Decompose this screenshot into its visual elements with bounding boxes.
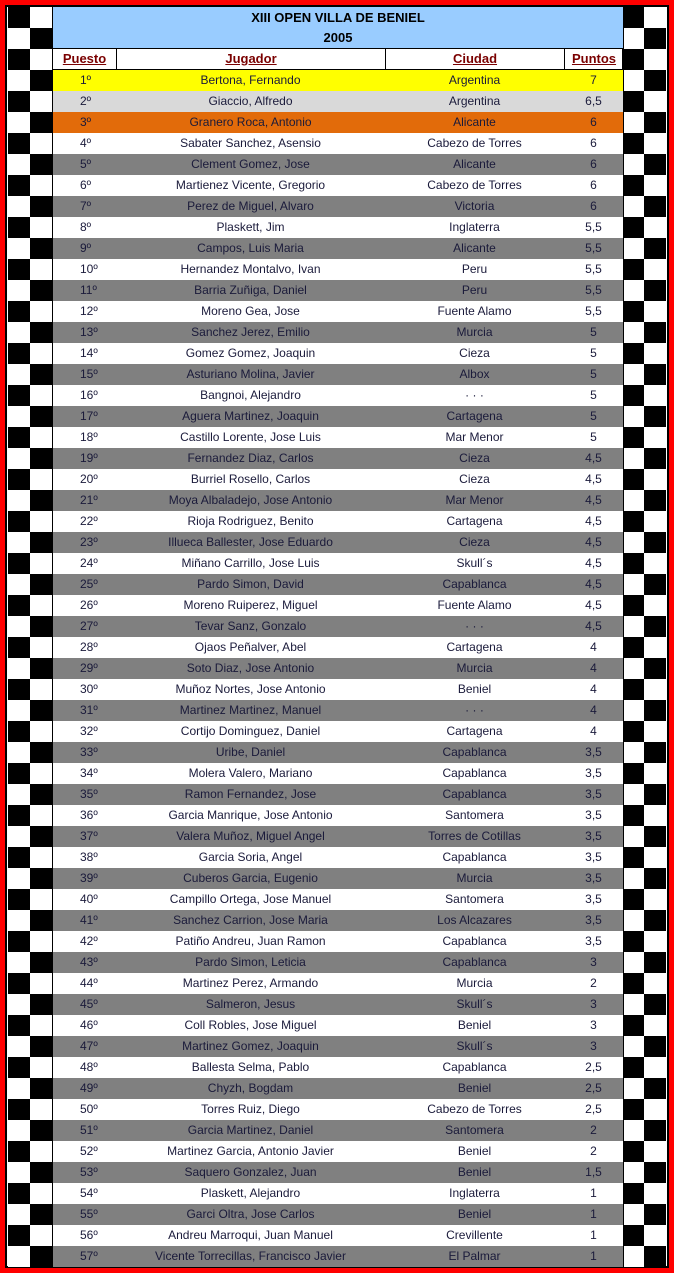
- table-row: [53, 448, 623, 469]
- row-city: Argentina: [448, 94, 501, 108]
- row-points: 5,5: [585, 241, 602, 255]
- row-player: Moya Albaladejo, Jose Antonio: [168, 493, 333, 507]
- row-player: Martinez Gomez, Joaquin: [182, 1039, 319, 1053]
- row-position: 1º: [80, 73, 92, 87]
- row-points: 3: [590, 997, 597, 1011]
- table-row: [53, 952, 623, 973]
- row-position: 48º: [80, 1060, 98, 1074]
- row-player: Moreno Gea, Jose: [201, 304, 300, 318]
- table-row: [53, 637, 623, 658]
- table-row: [53, 301, 623, 322]
- table-row: [53, 931, 623, 952]
- row-points: 5: [590, 325, 597, 339]
- checkerboard-left: [8, 7, 52, 1267]
- row-city: Los Alcazares: [437, 913, 512, 927]
- row-city: Cieza: [459, 451, 490, 465]
- row-player: Giaccio, Alfredo: [208, 94, 293, 108]
- row-city: Alicante: [453, 157, 496, 171]
- row-points: 2: [590, 1144, 597, 1158]
- row-position: 21º: [80, 493, 98, 507]
- row-city: Murcia: [456, 871, 493, 885]
- row-city: Capablanca: [442, 1060, 507, 1074]
- row-points: 3: [590, 955, 597, 969]
- row-points: 6: [590, 115, 597, 129]
- row-player: Ramon Fernandez, Jose: [184, 787, 317, 801]
- header-puesto: Puesto: [62, 51, 107, 66]
- row-player: Andreu Marroqui, Juan Manuel: [168, 1228, 333, 1242]
- row-city: Torres de Cotillas: [428, 829, 521, 843]
- row-position: 30º: [80, 682, 98, 696]
- row-city: Cabezo de Torres: [427, 178, 522, 192]
- row-points: 4,5: [585, 598, 602, 612]
- row-player: Vicente Torrecillas, Francisco Javier: [155, 1249, 346, 1263]
- row-position: 12º: [80, 304, 98, 318]
- row-player: Plaskett, Jim: [216, 220, 285, 234]
- row-player: Pardo Simon, Leticia: [195, 955, 306, 969]
- row-points: 5,5: [585, 304, 602, 318]
- row-city: · · ·: [465, 388, 484, 402]
- row-city: Cieza: [459, 472, 490, 486]
- table-row: [53, 238, 623, 259]
- table-row: [53, 112, 623, 133]
- row-points: 3: [590, 1018, 597, 1032]
- row-city: Cabezo de Torres: [427, 136, 522, 150]
- table-row: [53, 553, 623, 574]
- row-position: 25º: [80, 577, 98, 591]
- row-points: 4: [590, 682, 597, 696]
- row-city: Cartagena: [446, 640, 503, 654]
- row-player: Salmeron, Jesus: [205, 997, 296, 1011]
- row-player: Sanchez Jerez, Emilio: [191, 325, 310, 339]
- row-points: 4,5: [585, 472, 602, 486]
- row-player: Uribe, Daniel: [215, 745, 286, 759]
- row-city: Santomera: [445, 892, 504, 906]
- row-position: 31º: [80, 703, 98, 717]
- row-position: 57º: [80, 1249, 98, 1263]
- row-player: Moreno Ruiperez, Miguel: [183, 598, 318, 612]
- row-points: 3,5: [585, 892, 602, 906]
- row-city: Capablanca: [442, 766, 507, 780]
- row-points: 2: [590, 1123, 597, 1137]
- row-position: 18º: [80, 430, 98, 444]
- table-row: [53, 427, 623, 448]
- row-position: 38º: [80, 850, 98, 864]
- row-position: 6º: [80, 178, 92, 192]
- row-city: Beniel: [457, 1018, 492, 1032]
- row-city: Mar Menor: [445, 430, 504, 444]
- row-city: Peru: [461, 262, 488, 276]
- row-points: 2,5: [585, 1081, 602, 1095]
- row-position: 50º: [80, 1102, 98, 1116]
- row-city: Fuente Alamo: [437, 598, 512, 612]
- row-position: 56º: [80, 1228, 98, 1242]
- row-points: 1,5: [585, 1165, 602, 1179]
- table-row: [53, 595, 623, 616]
- row-position: 13º: [80, 325, 98, 339]
- row-position: 15º: [80, 367, 98, 381]
- row-position: 33º: [80, 745, 98, 759]
- row-player: Castillo Lorente, Jose Luis: [180, 430, 321, 444]
- row-player: Martinez Perez, Armando: [182, 976, 319, 990]
- table-row: [53, 343, 623, 364]
- table-row: [53, 721, 623, 742]
- row-player: Plaskett, Alejandro: [200, 1186, 301, 1200]
- row-position: 20º: [80, 472, 98, 486]
- row-position: 16º: [80, 388, 98, 402]
- row-city: Cartagena: [446, 514, 503, 528]
- table-row: [53, 364, 623, 385]
- row-position: 35º: [80, 787, 98, 801]
- table-row: [53, 973, 623, 994]
- row-city: · · ·: [465, 619, 484, 633]
- table-row: [53, 70, 623, 91]
- row-position: 52º: [80, 1144, 98, 1158]
- row-points: 4,5: [585, 514, 602, 528]
- row-position: 37º: [80, 829, 98, 843]
- row-city: Murcia: [456, 661, 493, 675]
- row-city: Peru: [461, 283, 488, 297]
- row-player: Soto Diaz, Jose Antonio: [186, 661, 315, 675]
- row-city: · · ·: [465, 703, 484, 717]
- row-player: Campos, Luis Maria: [197, 241, 304, 255]
- table-row: [53, 784, 623, 805]
- row-player: Ojaos Peñalver, Abel: [194, 640, 307, 654]
- row-player: Cortijo Dominguez, Daniel: [180, 724, 321, 738]
- row-points: 7: [590, 73, 597, 87]
- row-city: Santomera: [445, 808, 504, 822]
- row-points: 1: [590, 1228, 597, 1242]
- row-player: Gomez Gomez, Joaquin: [185, 346, 316, 360]
- row-points: 3,5: [585, 850, 602, 864]
- row-points: 6: [590, 199, 597, 213]
- table-header: [53, 49, 623, 70]
- table-row: [53, 616, 623, 637]
- row-city: Cabezo de Torres: [427, 1102, 522, 1116]
- row-player: Illueca Ballester, Jose Eduardo: [168, 535, 333, 549]
- table-row: [53, 847, 623, 868]
- row-player: Sanchez Carrion, Jose Maria: [173, 913, 328, 927]
- table-row: [53, 175, 623, 196]
- row-player: Campillo Ortega, Jose Manuel: [169, 892, 332, 906]
- table-row: [53, 91, 623, 112]
- table-row: [53, 868, 623, 889]
- table-row: [53, 805, 623, 826]
- row-city: Alicante: [453, 115, 496, 129]
- row-points: 4,5: [585, 577, 602, 591]
- row-points: 2,5: [585, 1102, 602, 1116]
- row-points: 4: [590, 703, 597, 717]
- row-city: Capablanca: [442, 787, 507, 801]
- table-row: [53, 889, 623, 910]
- table-row: [53, 1099, 623, 1120]
- row-points: 4: [590, 661, 597, 675]
- table-row: [53, 1204, 623, 1225]
- row-points: 3,5: [585, 808, 602, 822]
- row-city: Beniel: [457, 1165, 492, 1179]
- table-row: [53, 217, 623, 238]
- row-position: 51º: [80, 1123, 98, 1137]
- row-position: 11º: [80, 283, 97, 297]
- row-player: Cuberos Garcia, Eugenio: [183, 871, 318, 885]
- row-points: 4,5: [585, 556, 602, 570]
- row-position: 10º: [80, 262, 98, 276]
- row-city: Mar Menor: [445, 493, 504, 507]
- row-position: 4º: [80, 136, 92, 150]
- row-position: 26º: [80, 598, 98, 612]
- row-player: Bangnoi, Alejandro: [200, 388, 301, 402]
- row-player: Saquero Gonzalez, Juan: [184, 1165, 317, 1179]
- table-row: [53, 700, 623, 721]
- table-row: [53, 1225, 623, 1246]
- row-player: Sabater Sanchez, Asensio: [180, 136, 321, 150]
- row-player: Ballesta Selma, Pablo: [191, 1060, 310, 1074]
- table-row: [53, 133, 623, 154]
- table-row: [53, 1057, 623, 1078]
- row-player: Garci Oltra, Jose Carlos: [186, 1207, 315, 1221]
- row-city: Beniel: [457, 1144, 492, 1158]
- row-city: Inglaterra: [449, 220, 500, 234]
- row-position: 45º: [80, 997, 98, 1011]
- row-player: Valera Muñoz, Miguel Angel: [176, 829, 325, 843]
- row-position: 17º: [80, 409, 98, 423]
- table-row: [53, 826, 623, 847]
- table-row: [53, 196, 623, 217]
- row-player: Patiño Andreu, Juan Ramon: [175, 934, 326, 948]
- row-points: 3,5: [585, 913, 602, 927]
- table-row: [53, 658, 623, 679]
- row-points: 5: [590, 430, 597, 444]
- checkerboard-right: [622, 7, 666, 1267]
- row-points: 3,5: [585, 934, 602, 948]
- row-player: Asturiano Molina, Javier: [186, 367, 315, 381]
- row-position: 43º: [80, 955, 98, 969]
- table-row: [53, 1246, 623, 1267]
- row-player: Garcia Soria, Angel: [198, 850, 303, 864]
- row-city: Capablanca: [442, 850, 507, 864]
- row-points: 4,5: [585, 535, 602, 549]
- table-row: [53, 679, 623, 700]
- row-points: 4: [590, 640, 597, 654]
- row-city: Argentina: [448, 73, 501, 87]
- row-city: Murcia: [456, 976, 493, 990]
- table-row: [53, 511, 623, 532]
- row-city: Skull´s: [456, 997, 493, 1011]
- row-player: Granero Roca, Antonio: [189, 115, 312, 129]
- row-city: Beniel: [457, 1081, 492, 1095]
- row-player: Martienez Vicente, Gregorio: [175, 178, 326, 192]
- row-player: Tevar Sanz, Gonzalo: [194, 619, 307, 633]
- row-city: Santomera: [445, 1123, 504, 1137]
- row-position: 9º: [80, 241, 92, 255]
- table-row: [53, 910, 623, 931]
- row-city: El Palmar: [448, 1249, 501, 1263]
- row-position: 29º: [80, 661, 98, 675]
- row-points: 5,5: [585, 283, 602, 297]
- row-points: 5: [590, 388, 597, 402]
- row-points: 1: [590, 1186, 597, 1200]
- table-row: [53, 280, 623, 301]
- table-row: [53, 574, 623, 595]
- row-player: Miñano Carrillo, Jose Luis: [181, 556, 320, 570]
- row-city: Capablanca: [442, 955, 507, 969]
- row-position: 44º: [80, 976, 98, 990]
- header-ciudad: Ciudad: [385, 49, 564, 69]
- row-player: Muñoz Nortes, Jose Antonio: [175, 682, 326, 696]
- row-points: 5: [590, 367, 597, 381]
- row-player: Barria Zuñiga, Daniel: [194, 283, 307, 297]
- table-row: [53, 322, 623, 343]
- row-points: 3,5: [585, 766, 602, 780]
- row-points: 1: [590, 1249, 597, 1263]
- row-player: Coll Robles, Jose Miguel: [184, 1018, 317, 1032]
- row-position: 7º: [80, 199, 92, 213]
- row-points: 5: [590, 409, 597, 423]
- row-city: Alicante: [453, 241, 496, 255]
- row-points: 4: [590, 724, 597, 738]
- table-row: [53, 406, 623, 427]
- row-player: Torres Ruiz, Diego: [201, 1102, 300, 1116]
- row-city: Cartagena: [446, 409, 503, 423]
- row-position: 14º: [80, 346, 98, 360]
- row-position: 53º: [80, 1165, 98, 1179]
- table-row: [53, 385, 623, 406]
- row-player: Garcia Manrique, Jose Antonio: [168, 808, 333, 822]
- row-city: Cartagena: [446, 724, 503, 738]
- title-block: [53, 7, 623, 49]
- row-points: 3,5: [585, 787, 602, 801]
- row-position: 2º: [80, 94, 92, 108]
- row-points: 6,5: [585, 94, 602, 108]
- row-player: Martinez Garcia, Antonio Javier: [167, 1144, 334, 1158]
- row-player: Perez de Miguel, Alvaro: [187, 199, 314, 213]
- row-player: Garcia Martinez, Daniel: [187, 1123, 314, 1137]
- row-points: 4,5: [585, 451, 602, 465]
- table-row: [53, 1141, 623, 1162]
- row-points: 6: [590, 136, 597, 150]
- row-city: Skull´s: [456, 556, 493, 570]
- row-city: Albox: [459, 367, 490, 381]
- row-points: 3,5: [585, 829, 602, 843]
- row-city: Beniel: [457, 1207, 492, 1221]
- row-player: Chyzh, Bogdam: [207, 1081, 294, 1095]
- row-points: 6: [590, 178, 597, 192]
- row-position: 39º: [80, 871, 98, 885]
- header-puntos: Puntos: [564, 49, 623, 69]
- table-row: [53, 994, 623, 1015]
- row-city: Skull´s: [456, 1039, 493, 1053]
- row-position: 24º: [80, 556, 98, 570]
- row-points: 5,5: [585, 220, 602, 234]
- row-points: 2,5: [585, 1060, 602, 1074]
- row-position: 22º: [80, 514, 98, 528]
- row-city: Murcia: [456, 325, 493, 339]
- row-position: 40º: [80, 892, 98, 906]
- table-row: [53, 490, 623, 511]
- row-position: 19º: [80, 451, 98, 465]
- row-position: 5º: [80, 157, 92, 171]
- tournament-title: XIII OPEN VILLA DE BENIEL: [251, 10, 425, 25]
- tournament-year: 2005: [323, 30, 353, 45]
- row-position: 28º: [80, 640, 98, 654]
- row-city: Crevillente: [446, 1228, 503, 1242]
- table-row: [53, 1078, 623, 1099]
- row-player: Burriel Rosello, Carlos: [190, 472, 311, 486]
- table-row: [53, 1036, 623, 1057]
- row-city: Cieza: [459, 535, 490, 549]
- row-points: 5,5: [585, 262, 602, 276]
- row-points: 4,5: [585, 619, 602, 633]
- row-points: 3: [590, 1039, 597, 1053]
- row-city: Capablanca: [442, 745, 507, 759]
- row-position: 3º: [80, 115, 92, 129]
- row-points: 5: [590, 346, 597, 360]
- row-points: 6: [590, 157, 597, 171]
- row-position: 27º: [80, 619, 98, 633]
- row-player: Hernandez Montalvo, Ivan: [180, 262, 321, 276]
- row-position: 42º: [80, 934, 98, 948]
- row-position: 47º: [80, 1039, 98, 1053]
- table-row: [53, 1015, 623, 1036]
- row-position: 49º: [80, 1081, 98, 1095]
- row-position: 46º: [80, 1018, 98, 1032]
- row-position: 55º: [80, 1207, 98, 1221]
- row-player: Rioja Rodriguez, Benito: [187, 514, 314, 528]
- row-player: Clement Gomez, Jose: [191, 157, 310, 171]
- row-player: Pardo Simon, David: [197, 577, 304, 591]
- table-body: [53, 70, 623, 1267]
- row-player: Martinez Martinez, Manuel: [179, 703, 322, 717]
- row-city: Capablanca: [442, 934, 507, 948]
- row-points: 3,5: [585, 745, 602, 759]
- table-row: [53, 154, 623, 175]
- row-city: Victoria: [454, 199, 495, 213]
- row-position: 54º: [80, 1186, 98, 1200]
- row-position: 41º: [80, 913, 98, 927]
- row-points: 1: [590, 1207, 597, 1221]
- row-player: Molera Valero, Mariano: [188, 766, 313, 780]
- table-row: [53, 1183, 623, 1204]
- row-position: 23º: [80, 535, 98, 549]
- standings-table: [52, 7, 624, 1267]
- row-city: Cieza: [459, 346, 490, 360]
- row-player: Bertona, Fernando: [200, 73, 301, 87]
- row-player: Fernandez Diaz, Carlos: [187, 451, 314, 465]
- row-points: 4,5: [585, 493, 602, 507]
- table-row: [53, 1120, 623, 1141]
- table-row: [53, 259, 623, 280]
- row-position: 8º: [80, 220, 92, 234]
- row-position: 32º: [80, 724, 98, 738]
- row-city: Inglaterra: [449, 1186, 500, 1200]
- row-position: 34º: [80, 766, 98, 780]
- row-position: 36º: [80, 808, 98, 822]
- row-city: Fuente Alamo: [437, 304, 512, 318]
- row-points: 2: [590, 976, 597, 990]
- row-player: Aguera Martinez, Joaquin: [182, 409, 319, 423]
- row-city: Capablanca: [442, 577, 507, 591]
- header-jugador: Jugador: [116, 49, 385, 69]
- row-city: Beniel: [457, 682, 492, 696]
- table-row: [53, 1162, 623, 1183]
- table-row: [53, 469, 623, 490]
- table-row: [53, 532, 623, 553]
- row-points: 3,5: [585, 871, 602, 885]
- table-row: [53, 742, 623, 763]
- table-row: [53, 763, 623, 784]
- page-inner: [7, 7, 667, 1266]
